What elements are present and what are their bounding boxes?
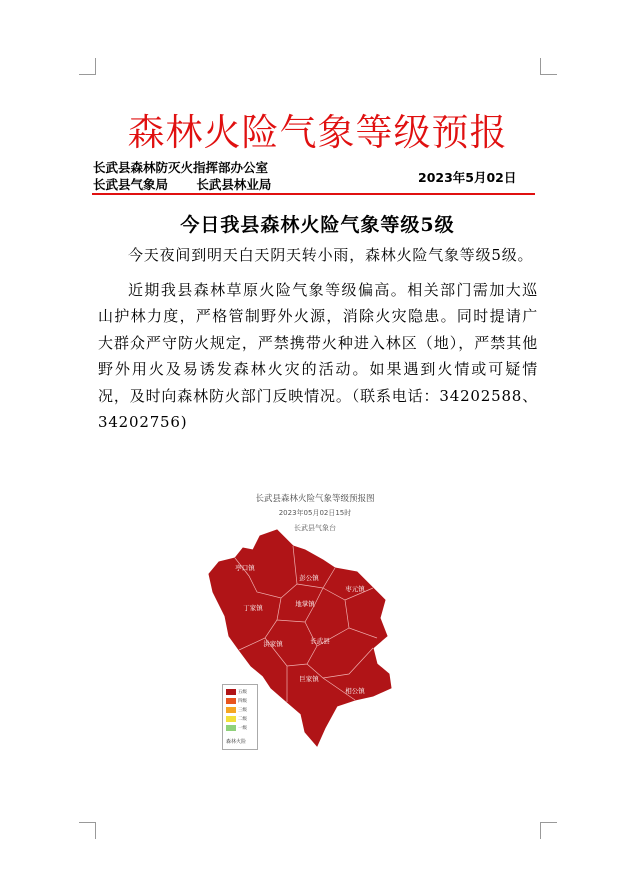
town-label: 洪家镇 xyxy=(263,640,283,648)
legend-swatch xyxy=(226,689,236,695)
legend-item xyxy=(226,688,247,695)
town-label: 亭口镇 xyxy=(235,564,255,572)
legend-label: 五级 xyxy=(238,689,247,695)
legend-swatch xyxy=(226,725,236,731)
document-title: 森林火险气象等级预报 xyxy=(127,111,508,154)
corner-mark-bottom-right xyxy=(540,822,557,839)
legend-item xyxy=(226,697,247,704)
headline: 今日我县森林火险气象等级5级 xyxy=(180,214,455,236)
paragraph-advice: 近期我县森林草原火险气象等级偏高。相关部门需加大巡山护林力度，严格管制野外火源，消除火灾隐患。同时提请广大群众严守防火规定，严禁携带火种进入林区（地），严禁其他野外用火及易诱发森林火灾的活动。如果遇到火情或可疑情况，及时向森林防火部门反映情况。（联系电话：34202588、34202756) xyxy=(98,280,538,431)
town-label: 枣元镇 xyxy=(345,585,365,593)
issue-date: 2023年5月02日 xyxy=(418,170,517,185)
map-subtitle: 2023年05月02日15时 xyxy=(278,509,352,517)
issuer-line-1: 长武县森林防灭火指挥部办公室 xyxy=(93,160,269,175)
corner-mark-bottom-left xyxy=(79,822,96,839)
map-legend xyxy=(222,684,258,750)
legend-title: 森林火险 xyxy=(226,739,247,745)
legend-label: 二级 xyxy=(238,716,247,722)
town-label: 彭公镇 xyxy=(299,574,319,582)
legend-label: 三级 xyxy=(238,707,247,713)
issuer-meteorology: 长武县气象局 xyxy=(93,177,169,192)
legend-swatch xyxy=(226,716,236,722)
town-label: 长武县 xyxy=(310,637,330,645)
legend-item xyxy=(226,724,247,731)
header-divider xyxy=(92,193,535,195)
legend-label: 一级 xyxy=(238,725,247,731)
corner-mark-top-left xyxy=(79,58,96,75)
map-publisher: 长武县气象台 xyxy=(294,524,336,532)
town-label: 巨家镇 xyxy=(299,675,319,683)
legend-swatch xyxy=(226,707,236,713)
town-label: 相公镇 xyxy=(345,687,365,695)
town-label: 丁家镇 xyxy=(243,604,263,612)
legend-swatch xyxy=(226,698,236,704)
corner-mark-top-right xyxy=(540,58,557,75)
legend-label: 四级 xyxy=(238,698,247,704)
legend-item xyxy=(226,706,247,713)
town-label: 地掌镇 xyxy=(295,600,315,608)
paragraph-forecast: 今天夜间到明天白天阴天转小雨，森林火险气象等级5级。 xyxy=(128,246,534,264)
issuer-forestry: 长武县林业局 xyxy=(196,177,272,192)
issuer-line-2 xyxy=(93,175,295,193)
body-text xyxy=(98,242,538,444)
map-title: 长武县森林火险气象等级预报图 xyxy=(255,494,375,504)
legend-item xyxy=(226,715,247,722)
